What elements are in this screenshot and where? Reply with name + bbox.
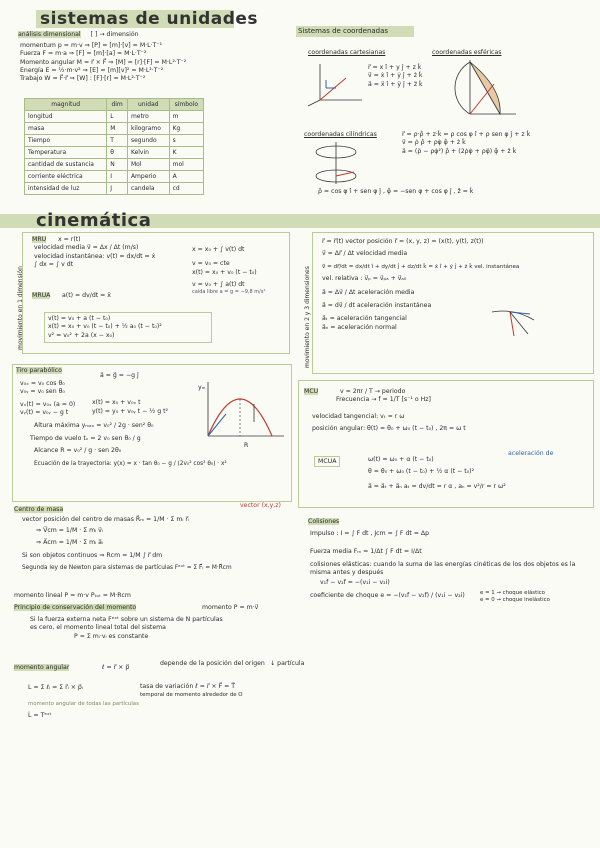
kin-1d-side-label: movimiento en 1 dimensión [17,266,24,350]
tangent-normal-diagram-icon [488,306,538,342]
mru-tag: MRU [32,236,47,243]
cylindrical-diagram-icon [310,140,370,186]
tiro-title: Tiro parabólico [16,367,62,374]
unit-vectors: ρ̂ = cos φ î + sen φ ĵ , φ̂ = −sen φ + cos φ ĵ , ẑ = k̂ [318,188,474,195]
table-header: magnitud dim unidad símbolo [25,99,204,111]
tiro-accel: a⃗ = g⃗ = −g ĵ [100,372,139,379]
dim-heading: análisis dimensional [ ] → dimensión [18,31,139,38]
ang-note: depende de la posición del origen [160,660,265,667]
cyl-eqs: r⃗ = ρ·ρ̂ + z·k̂ = ρ cos φ î + ρ sen φ ĵ + z k̂ v⃗ = ρ̇ ρ̂ + ρφ̇ φ̂ + ż k̂ a⃗ = (ρ̈ − ρφ̇²) ρ̂ + (2ρ̇φ̇ + ρφ̈) φ̂ + z̈ k̂ [402,131,531,155]
kin-1d-left: x = r(t) velocidad media v⃗ = Δx / Δt (m/s) velocidad instantánea: v(t) = dx/dt = ẋ ∫ dx = ∫ v dt [34,236,156,269]
kin-3d-lines: r⃗ = r⃗(t) vector posición r⃗ = (x, y, z) = (x(t), y(t), z(t)) v⃗ = Δr⃗ / Δt velocidad media v⃗ = dr⃗/dt = dx/dt î + dy/dt ĵ + dz/dt k̂ = ẋ î + ẏ ĵ + ż k̂ vel. instantánea vel. relativa : v⃗ₚ = v⃗ₚₐ + v⃗ₐ₀ a⃗ = Δv⃗ / Δt aceleración media a⃗ = dv⃗ / dt aceleración instantánea a⃗ₜ = aceleración tangencial a⃗ₙ = aceleración normal [322,238,520,331]
kin-1d-right: x = x₀ + ∫ v(t) dt v = v₀ = cte x(t) = x₀ + v₀ (t − t₀) v = v₀ + ∫ a(t) dt caída libre a = g = −9,8 m/s² [192,246,266,296]
coords-title: Sistemas de coordenadas [298,27,389,35]
accel-def: a(t) = dv/dt = ẍ [62,292,111,299]
sph-title: coordenadas esféricas [432,49,502,56]
col-title: Colisiones [308,518,340,525]
cm-title: Centro de masa [14,506,64,513]
mcua-lines: ω(t) = ω₀ + α (t − t₀) θ = θ₀ + ω₀ (t − t₀) + ½ α (t − t₀)² a⃗ = a⃗ₜ + a⃗ₙ aₜ = dv/dt = r α , aₙ = v²/r = r ω² [368,456,506,490]
ang-note2: ↓ partícula [270,660,305,667]
parabola-diagram-icon [196,376,286,450]
cons-momento: momento P = m·v⃗ [202,604,259,611]
formula-ang-mom: Momento angular M = r⃗ × F⃗ ⇒ [M] = [r]·[F] = M·L²·T⁻² [20,58,187,66]
tiro-lines: v₀ₓ = v₀ cos θ₀ v₀ᵧ = v₀ sen θ₀ vₓ(t) = v₀ₓ (a = 0) vᵧ(t) = v₀ᵧ − g t x(t) = x₀ + v₀ₓ t y(t) = y₀ + v₀ᵧ t − ½ g t² Altura máxima yₘₐₓ = v₀² / 2g · sen² θ₀ Tiempo de vuelo tᵥ = 2 v₀ sen θ₀ / g Alcance R = v₀² / g · sen 2θ₀ Ecuación de la trayectoria: y(x) = x · tan θ₀ − g / (2v₀² cos² θ₀) · x² [20,380,227,468]
ymax-label: yₘ [198,384,206,391]
mcua-accel-note: aceleración de [508,450,554,457]
table-row: Tiempo T segundo s [25,135,204,147]
cart-eqs: r⃗ = x î + y ĵ + z k̂ v⃗ = ẋ î + ẏ ĵ + ż k̂ a⃗ = ẍ î + ÿ ĵ + z̈ k̂ [368,64,423,88]
units-title: sistemas de unidades [40,9,259,29]
spherical-diagram-icon [440,58,520,122]
mrua-tag: MRUA [32,292,51,299]
mcua-tag: MCUA [314,456,340,467]
mrua-eqs: v(t) = v₀ + a (t − t₀) x(t) = x₀ + v₀ (t − t₀) + ½ a₀ (t − t₀)² v² = v₀² + 2a (x − x₀) [44,312,212,343]
table-row: intensidad de luz J candela cd [25,183,204,195]
cm-vec-note: vector (x,y,z) [240,502,281,509]
formula-momentum: momentum p = m·v ⇒ [P] = [m]·[v] = M·L·T⁻¹ [20,42,163,49]
table-row: masa M kilogramo Kg [25,123,204,135]
cons-title: Principio de conservación del momento [14,604,137,611]
magnitudes-table [24,98,204,195]
mcu-lines: v = 2πr / T → periodo Frecuencia → f = 1/T [s⁻¹ o Hz] velocidad tangencial: vₜ = r ω posición angular: θ(t) = θ₀ + ω₀ (t − t₀) , 2π = ω t [312,388,466,433]
table-row: cantidad de sustancia N Mol mol [25,159,204,171]
formula-energy: Energía E = ½·m·v² ⇒ [E] = [m][v]² = M·L²·T⁻² [20,67,164,75]
cartesian-axes-icon [306,58,366,108]
col-lines: Impulso : I = ∫ F dt , Jcm = ∫ F dt = Δp Fuerza media Fₘ = 1/Δt ∫ F dt = I/Δt colisiones elásticas: cuando la suma de las energías cinéticas de los dos objetos es la misma antes y después v₁f − v₂f = −(v₁i − v₂i) coeficiente de choque e = −(v₁f − v₂f) / (v₁i − v₂i) e = 1 → choque elástico e = 0 → choque inelástico [310,530,576,604]
cyl-title: coordenadas cilíndricas [304,131,377,138]
formula-force: Fuerza F = m·a ⇒ [F] = [m]·[a] = M·L·T⁻² [20,50,147,58]
table-row: Temperatura θ Kelvin K [25,147,204,159]
ang-eq: ℓ = r⃗ × p⃗ [102,664,130,671]
table-row: corriente eléctrica I Amperio A [25,171,204,183]
kin-3d-side-label: movimiento en 2 y 3 dimensiones [304,266,311,368]
ang-title: momento angular [14,664,70,671]
momento-lineal: momento lineal P = m·v Pₜₒₜ = M·Rcm [14,592,131,599]
cons-lines: Si la fuerza externa neta Fᵉˣᵗ sobre un sistema de N partículas es cero, el momento lineal total del sistema P = Σ mᵢ·vᵢ es constante [30,616,223,640]
table-row: longitud L metro m [25,111,204,123]
dim-formulas [20,42,290,84]
formula-work: Trabajo W = F⃗·r⃗ ⇒ [W] : [F]·[r] = M·L²·T⁻² [20,75,146,83]
cart-title: coordenadas cartesianas [308,49,386,56]
cm-lines: vector posición del centro de masas R⃗ₘ = 1/M · Σ mᵢ r⃗ᵢ ⇒ V⃗cm = 1/M · Σ mᵢ v⃗ᵢ ⇒ A⃗cm = 1/M · Σ mᵢ a⃗ᵢ Si son objetos continuos ⇒ Rcm = 1/M ∫ r⃗ dm Segunda ley de Newton para sistemas de partículas Fᵉˣᵗ = Σ F⃗ᵢ = M·R⃗cm [22,516,232,572]
ang-lines: L = Σ ℓᵢ = Σ r⃗ᵢ × p⃗ᵢ tasa de variación ℓ̇ = r⃗ × F⃗ = T⃗ temporal de momento alrededor de O momento angular de todas las partículas L̇ = Tᵉˣᵗ [28,683,243,720]
kin-title: cinemática [36,210,152,231]
range-label: R [244,442,249,449]
mcu-tag: MCU [304,388,319,395]
